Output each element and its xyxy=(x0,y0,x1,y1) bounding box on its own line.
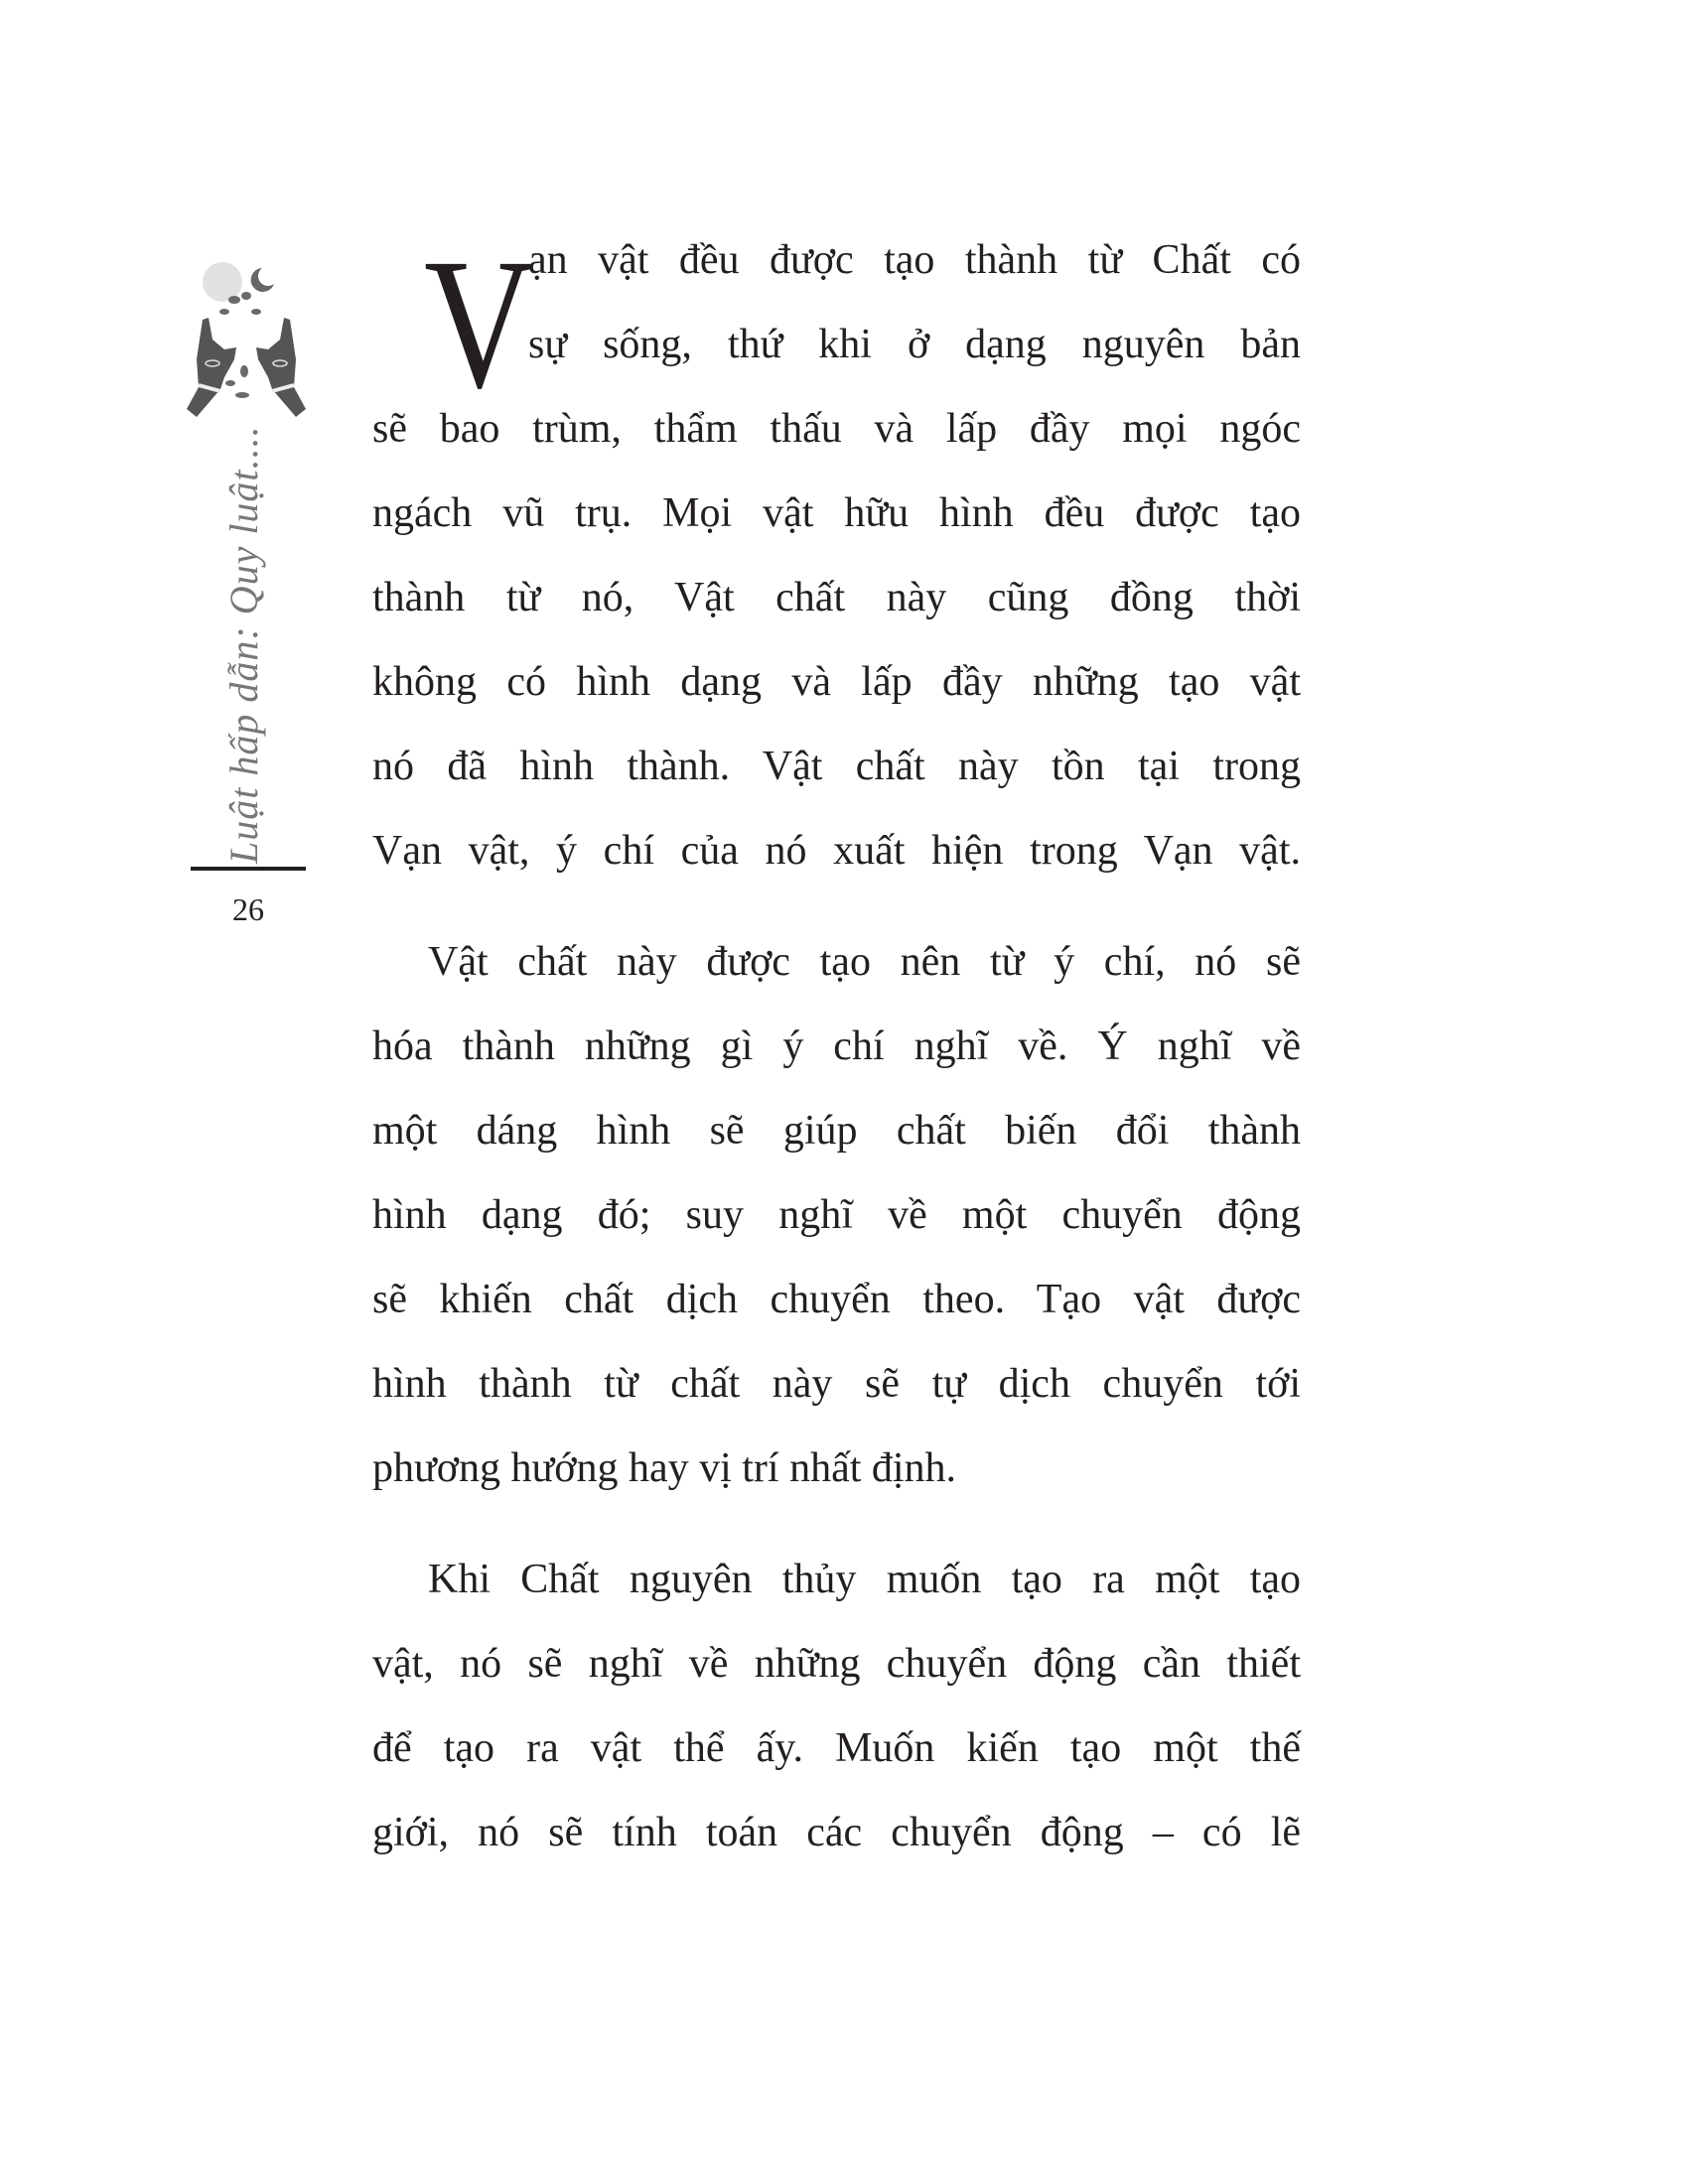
text-line: hóa thành những gì ý chí nghĩ về. Ý nghĩ về xyxy=(372,1024,1301,1069)
text-line: hình dạng đó; suy nghĩ về một chuyển động xyxy=(372,1192,1301,1238)
text-line: Vật chất này được tạo nên từ ý chí, nó sẽ xyxy=(428,939,1301,985)
text-line: Khi Chất nguyên thủy muốn tạo ra một tạo xyxy=(428,1557,1301,1602)
text-line: vật, nó sẽ nghĩ về những chuyển động cần thiết xyxy=(372,1641,1301,1687)
paragraph xyxy=(372,920,1301,1511)
text-line: sẽ khiến chất dịch chuyển theo. Tạo vật được xyxy=(372,1277,1301,1322)
text-line: Vạn vật, ý chí của nó xuất hiện trong Vạn vật. xyxy=(372,828,1301,874)
text-line: phương hướng hay vị trí nhất định. xyxy=(372,1445,957,1491)
running-title: Luật hấp dẫn: Quy luật.... xyxy=(221,425,266,864)
text-line: giới, nó sẽ tính toán các chuyển động – có lẽ xyxy=(372,1810,1301,1855)
text-line: thành từ nó, Vật chất này cũng đồng thời xyxy=(372,575,1301,620)
paragraph xyxy=(372,218,1301,893)
text-line: ạn vật đều được tạo thành từ Chất có xyxy=(528,237,1301,283)
text-line: ngách vũ trụ. Mọi vật hữu hình đều được tạo xyxy=(372,490,1301,536)
text-line: một dáng hình sẽ giúp chất biến đổi thành xyxy=(372,1108,1301,1154)
page-number: 26 xyxy=(232,891,264,927)
paragraph xyxy=(372,1538,1301,1875)
text-line: nó đã hình thành. Vật chất này tồn tại trong xyxy=(372,744,1301,789)
body-text xyxy=(372,218,1301,1902)
text-line: sự sống, thứ khi ở dạng nguyên bản xyxy=(528,322,1301,367)
text-line: sẽ bao trùm, thẩm thấu và lấp đầy mọi ngóc xyxy=(372,406,1301,452)
drop-cap: V xyxy=(424,219,535,427)
text-line: không có hình dạng và lấp đầy những tạo vật xyxy=(372,659,1301,705)
text-line: hình thành từ chất này sẽ tự dịch chuyển tới xyxy=(372,1361,1301,1407)
hands-illustration-icon xyxy=(185,260,308,429)
text-line: để tạo ra vật thể ấy. Muốn kiến tạo một thế xyxy=(372,1725,1301,1771)
divider xyxy=(191,867,306,871)
